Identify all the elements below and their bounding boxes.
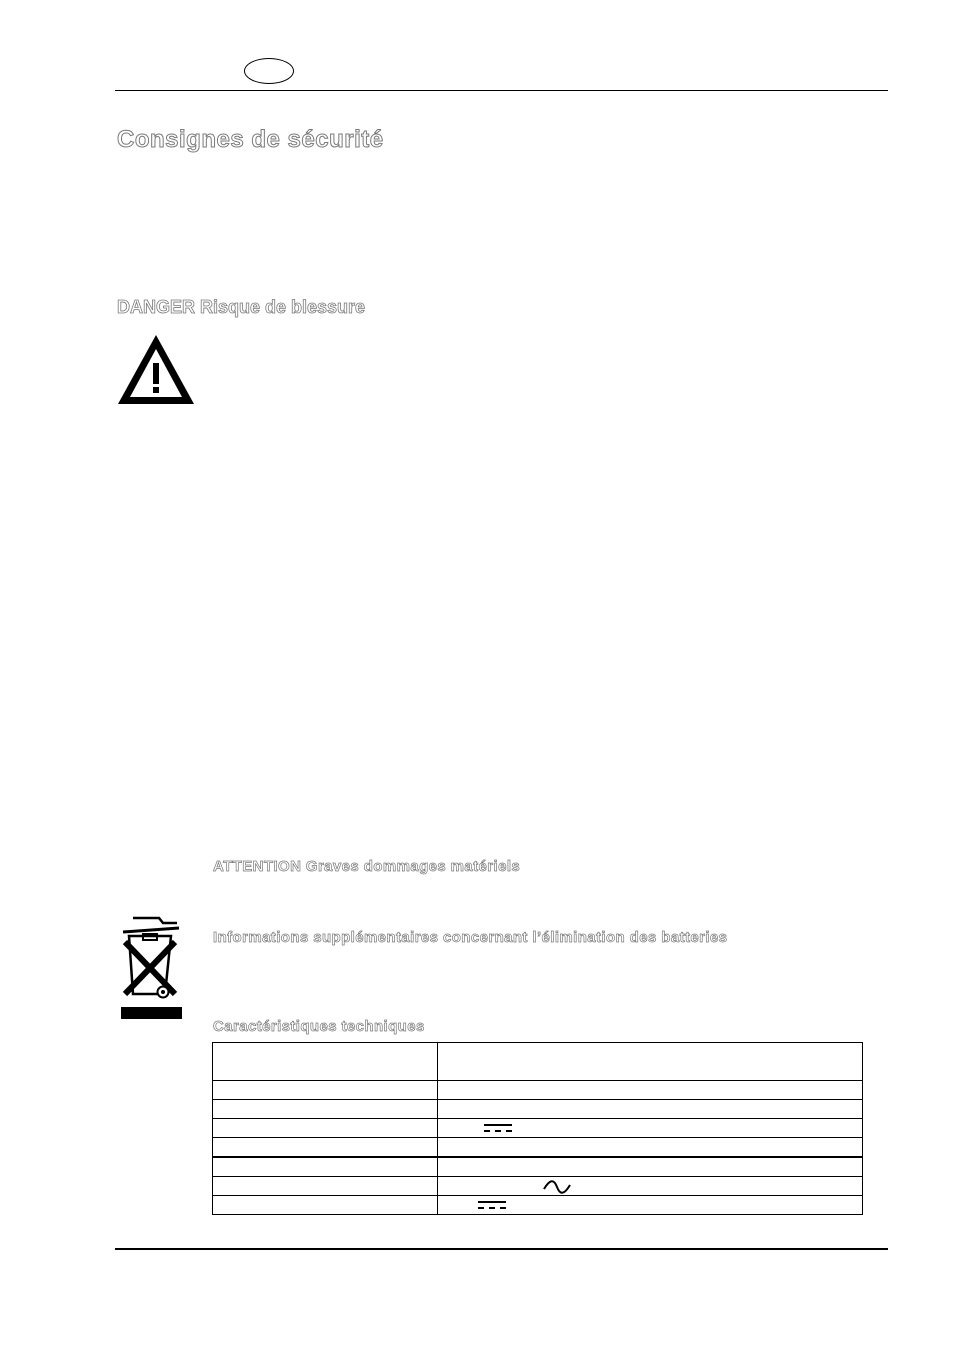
table-row — [213, 1081, 863, 1100]
dc-icon — [484, 1124, 512, 1134]
table-row — [213, 1138, 863, 1158]
language-badge — [244, 58, 294, 84]
table-row — [213, 1177, 863, 1196]
battery-disposal-heading: Informations supplémentaires concernant l’élimination des batteries — [213, 929, 728, 946]
danger-heading: DANGER Risque de blessure — [117, 297, 366, 317]
spec-label — [213, 1196, 438, 1215]
table-row — [213, 1196, 863, 1215]
warning-triangle-icon — [116, 333, 196, 406]
table-row — [213, 1119, 863, 1138]
spec-value — [438, 1081, 863, 1100]
spec-label — [213, 1081, 438, 1100]
spec-label — [213, 1100, 438, 1119]
spec-label — [213, 1138, 438, 1158]
ac-icon — [542, 1180, 572, 1194]
spec-value — [438, 1043, 863, 1081]
table-row — [213, 1043, 863, 1081]
crossed-out-wheelie-bin-icon — [119, 914, 183, 1020]
spec-value-cell — [438, 1196, 863, 1215]
table-row — [213, 1100, 863, 1119]
spec-value — [438, 1100, 863, 1119]
technical-specs-heading: Caractéristiques techniques — [213, 1018, 425, 1035]
spec-label — [213, 1157, 438, 1177]
table-row — [213, 1157, 863, 1177]
header-rule — [115, 90, 888, 91]
spec-label — [213, 1119, 438, 1138]
dc-icon — [478, 1201, 506, 1211]
attention-heading: ATTENTION Graves dommages matériels — [213, 858, 521, 875]
page-title: Consignes de sécurité — [117, 126, 384, 153]
spec-value-cell — [438, 1119, 863, 1138]
spec-label — [213, 1043, 438, 1081]
technical-specs-table — [212, 1042, 863, 1215]
spec-value — [438, 1138, 863, 1158]
spec-value-cell — [438, 1177, 863, 1196]
spec-label — [213, 1177, 438, 1196]
footer-rule — [115, 1248, 888, 1250]
spec-value — [438, 1157, 863, 1177]
